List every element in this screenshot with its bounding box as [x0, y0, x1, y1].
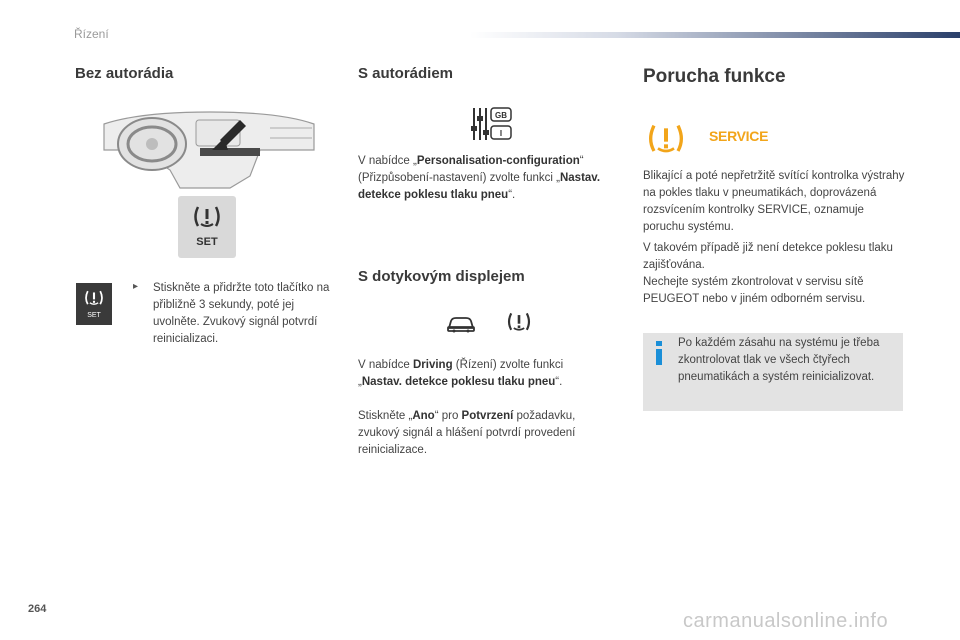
header-gradient-bar	[470, 32, 960, 38]
dashboard-illustration	[100, 110, 318, 190]
page-number: 264	[28, 603, 47, 615]
tyre-warning-icon	[192, 204, 222, 230]
menu-gb-label: GB	[495, 111, 507, 120]
watermark: carmanualsonline.info	[683, 610, 889, 632]
settings-menu-icon	[470, 104, 514, 144]
service-warning-label: SERVICE	[709, 128, 769, 144]
menu-i-label: I	[499, 129, 503, 138]
col2-paragraph-2: V nabídce Driving (Řízení) zvolte funkci „Nastav. detekce poklesu tlaku pneu“.	[358, 359, 564, 388]
col1-instruction: Stiskněte a přidržte toto tlačítko na přibližně 3 sekundy, poté jej uvolněte. Zvukový signál potvrdí reinicializaci.	[153, 282, 330, 345]
heading-s-autoradiem: S autorádiem	[358, 65, 454, 82]
set-button-small	[76, 283, 112, 325]
set-label: SET	[196, 236, 218, 248]
bullet-icon: ▸	[133, 281, 139, 292]
car-icon	[446, 314, 476, 334]
info-box	[643, 333, 903, 411]
tyre-warning-icon	[506, 310, 532, 334]
section-label: Řízení	[74, 27, 109, 41]
heading-s-dotykovym-displejem: S dotykovým displejem	[358, 268, 525, 285]
heading-porucha-funkce: Porucha funkce	[643, 66, 786, 87]
info-icon	[653, 341, 665, 365]
set-label-small: SET	[87, 312, 101, 319]
tyre-warning-icon-orange	[646, 120, 686, 158]
heading-bez-autoradia: Bez autorádia	[75, 65, 174, 82]
info-text: Po každém zásahu na systému je třeba zkontrolovat tlak ve všech čtyřech pneumatikách a systém reinicializovat.	[678, 337, 880, 383]
col2-paragraph-1: V nabídce „Personalisation-configuration“ (Přizpůsobení-nastavení) zvolte funkci „Nastav. detekce poklesu tlaku pneu“.	[358, 155, 601, 201]
col2-paragraph-3: Stiskněte „Ano“ pro Potvrzení požadavku, zvukový signál a hlášení potvrdí provedení reinicializace.	[358, 410, 576, 456]
col3-paragraph-1: Blikající a poté nepřetržitě svítící kontrolka výstrahy na pokles tlaku v pneumatikách, doprovázená rozsvícením kontrolky SERVICE, oznamuje poruchu systému.	[643, 170, 905, 233]
set-button-illustration	[178, 196, 236, 258]
tyre-warning-icon	[83, 289, 105, 307]
col3-paragraph-2: V takovém případě již není detekce poklesu tlaku zajišťována. Nechejte systém zkontrolovat v servisu sítě PEUGEOT nebo v jiném odborném servisu.	[643, 242, 893, 305]
